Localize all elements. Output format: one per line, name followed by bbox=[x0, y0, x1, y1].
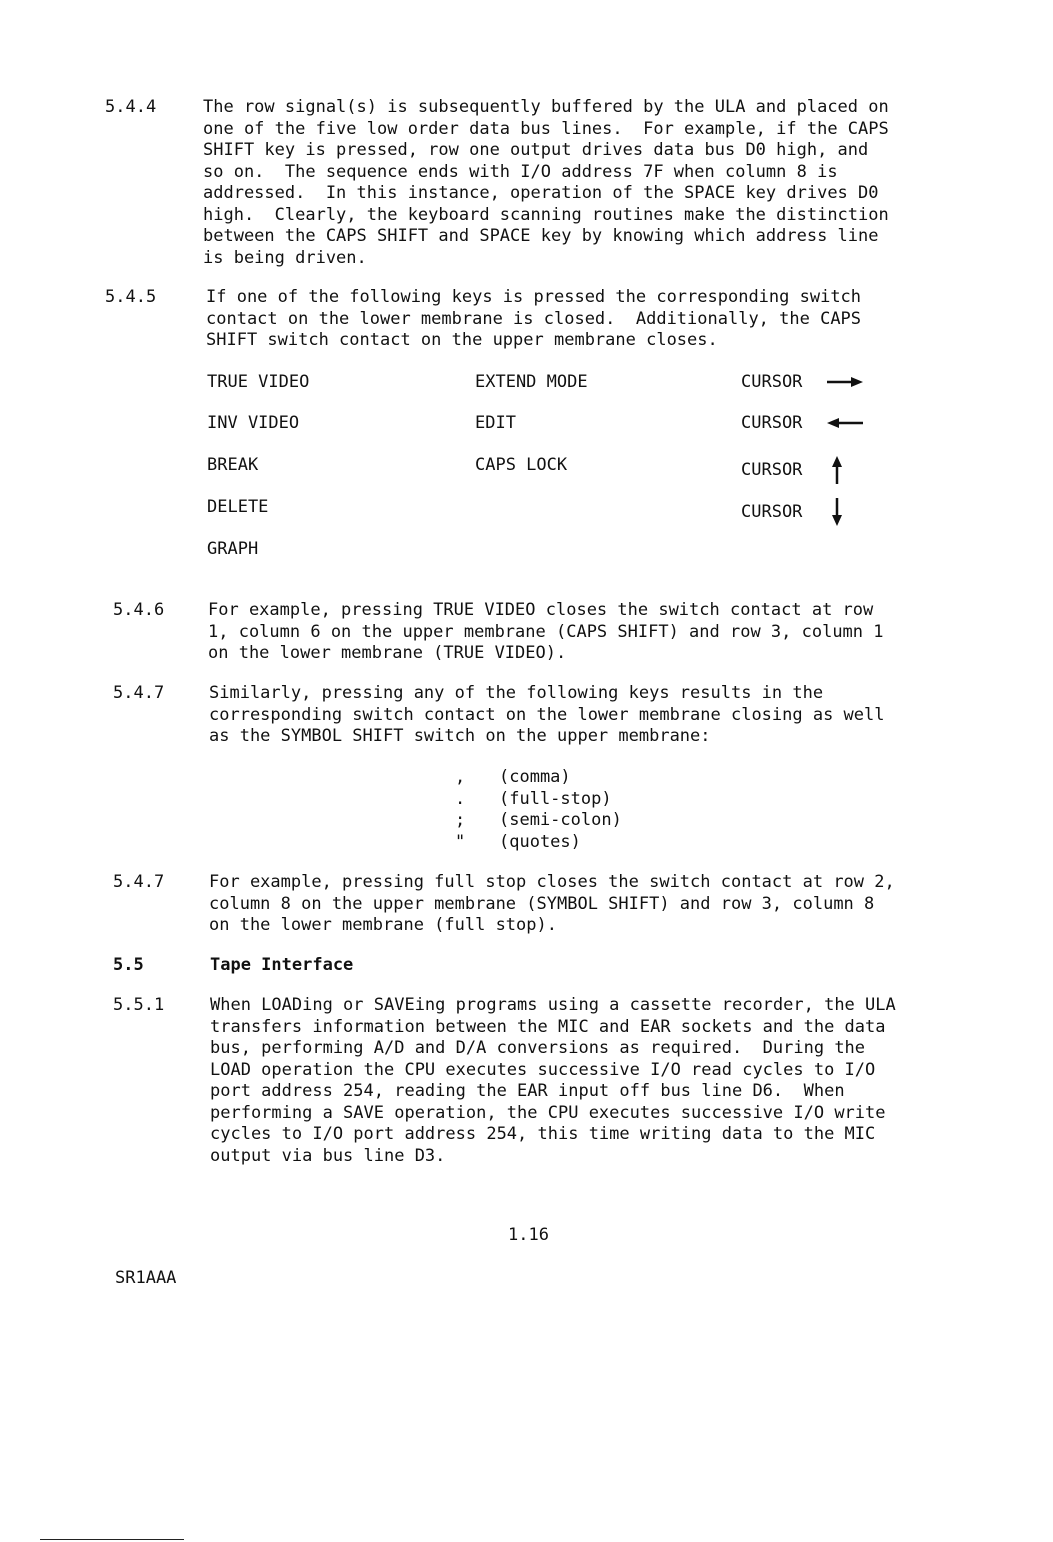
symbol-char: , bbox=[455, 767, 466, 787]
section-number: 5.5.1 bbox=[113, 995, 165, 1015]
down-arrow-icon bbox=[831, 497, 843, 527]
key-delete: DELETE bbox=[207, 497, 269, 517]
section-title: Tape Interface bbox=[210, 955, 354, 975]
section-text: For example, pressing full stop closes the switch contact at row 2, column 8 on the upper membrane (SYMBOL SHIFT) and row 3, column 8 on the lower membrane (full stop). bbox=[209, 872, 895, 935]
section-text: For example, pressing TRUE VIDEO closes the switch contact at row 1, column 6 on the upper membrane (CAPS SHIFT) and row 3, column 1 on the lower membrane (TRUE VIDEO). bbox=[208, 600, 884, 663]
symbol-desc: (semi-colon) bbox=[499, 810, 622, 830]
symbol-char: " bbox=[455, 831, 466, 852]
key-cursor-left bbox=[741, 413, 865, 433]
section-number: 5.4.5 bbox=[105, 287, 157, 307]
cursor-label: CURSOR bbox=[741, 413, 803, 433]
footer-rule bbox=[40, 1539, 184, 1540]
key-cursor-right bbox=[741, 372, 865, 392]
key-true-video: TRUE VIDEO bbox=[207, 372, 310, 392]
key-inv-video: INV VIDEO bbox=[207, 413, 300, 433]
section-text: If one of the following keys is pressed the corresponding switch contact on the lower membrane is closed. Additionally, the CAPS SHIFT switch contact on the upper membrane closes. bbox=[206, 287, 862, 350]
cursor-label: CURSOR bbox=[741, 372, 803, 392]
section-text: Similarly, pressing any of the following keys results in the corresponding switch contact on the lower membrane closing as well as the SYMBOL SHIFT switch on the upper membrane: bbox=[209, 683, 885, 746]
list-item bbox=[455, 789, 622, 811]
section-number: 5.4.6 bbox=[113, 600, 165, 620]
cursor-label: CURSOR bbox=[741, 502, 803, 522]
section-number: 5.4.7 bbox=[113, 872, 165, 892]
section-number: 5.4.4 bbox=[105, 97, 157, 117]
key-extend-mode: EXTEND MODE bbox=[475, 372, 588, 392]
document-id: SR1AAA bbox=[115, 1268, 177, 1288]
left-arrow-icon bbox=[825, 417, 865, 429]
section-number: 5.4.7 bbox=[113, 683, 165, 703]
right-arrow-icon bbox=[825, 376, 865, 388]
key-cursor-up bbox=[741, 455, 843, 485]
cursor-label: CURSOR bbox=[741, 460, 803, 480]
symbol-desc: (comma) bbox=[499, 767, 571, 787]
key-caps-lock: CAPS LOCK bbox=[475, 455, 568, 475]
up-arrow-icon bbox=[831, 455, 843, 485]
symbol-desc: (quotes) bbox=[499, 831, 581, 852]
section-text: The row signal(s) is subsequently buffered by the ULA and placed on one of the five low order data bus lines. For example, if the CAPS SHIFT key is pressed, row one output drives data bus D0 high, and so on. The sequence ends with I/O address 7F when column 8 is addressed. In this instance, operation of the SPACE key drives D0 high. Clearly, the keyboard scanning routines make the distinction between the CAPS SHIFT and SPACE key by knowing which address line is being driven. bbox=[203, 97, 889, 268]
symbol-char: ; bbox=[455, 810, 466, 830]
key-edit: EDIT bbox=[475, 413, 516, 433]
section-number: 5.5 bbox=[113, 955, 144, 975]
symbol-list bbox=[455, 767, 622, 853]
key-graph: GRAPH bbox=[207, 539, 259, 559]
key-cursor-down bbox=[741, 497, 843, 527]
symbol-desc: (full-stop) bbox=[499, 788, 612, 809]
symbol-char: . bbox=[455, 788, 466, 809]
list-item bbox=[455, 832, 622, 854]
list-item bbox=[455, 767, 622, 789]
section-text: When LOADing or SAVEing programs using a cassette recorder, the ULA transfers information between the MIC and EAR sockets and the data bus, performing A/D and D/A conversions as required. During the LOAD operation the CPU executes successive I/O read cycles to I/O port address 254, reading the EAR input off bus line D6. When performing a SAVE operation, the CPU executes successive I/O write cycles to I/O port address 254, this time writing data to the MIC output via bus line D3. bbox=[210, 995, 896, 1166]
list-item bbox=[455, 810, 622, 832]
key-break: BREAK bbox=[207, 455, 259, 475]
page-number: 1.16 bbox=[508, 1225, 549, 1245]
